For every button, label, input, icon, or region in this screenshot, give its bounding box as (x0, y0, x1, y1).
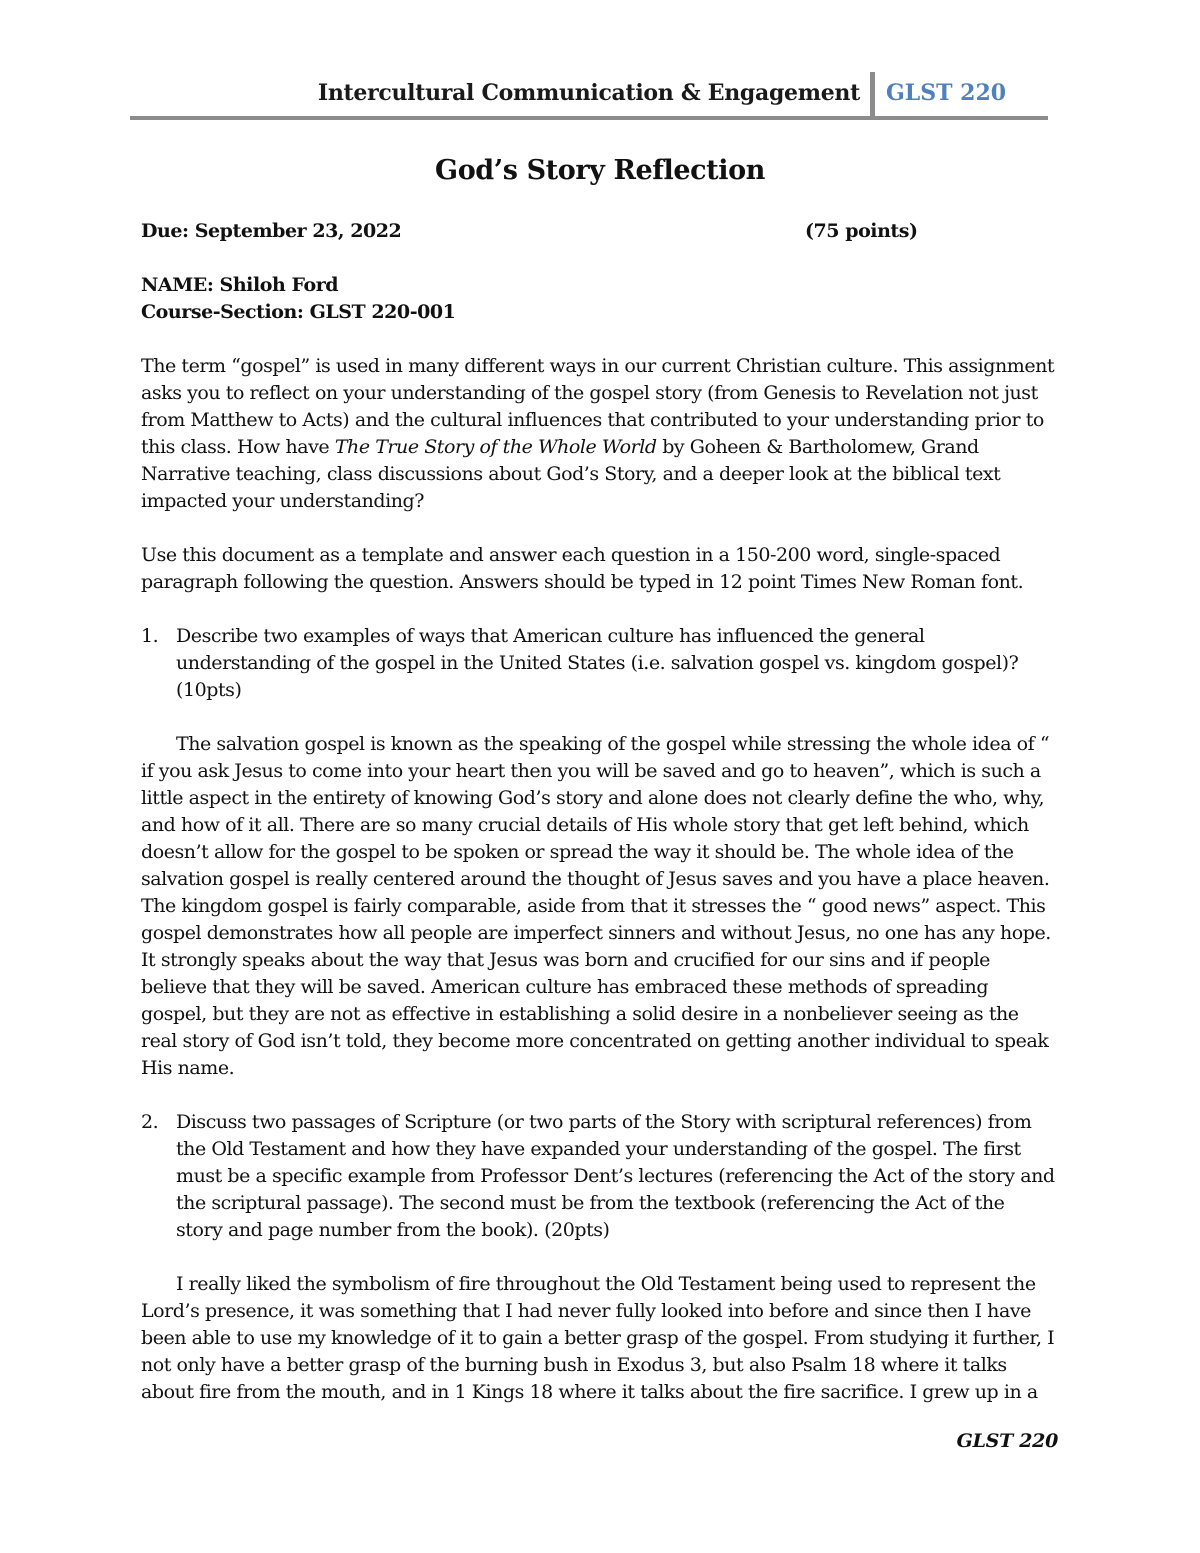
spacer (141, 1082, 1056, 1109)
question-2 (141, 1109, 1056, 1244)
question-number: 2. (141, 1111, 159, 1133)
spacer (141, 596, 1056, 623)
book-title: The True Story of the Whole World (334, 436, 657, 458)
header-course-code: GLST 220 (886, 80, 1007, 106)
document-body (141, 218, 1056, 1406)
spacer (141, 326, 1056, 353)
question-1 (141, 623, 1056, 704)
answer-1: The salvation gospel is known as the speaking of the gospel while stressing the whole idea of “ if you ask Jesus to come into your heart then you will be saved and go to heaven”, which is such a little aspect in the entirety of knowing God’s story and alone does not clearly define the who, why, and how of it all. There are so many crucial details of His whole story that get left behind, which doesn’t allow for the gospel to be spoken or spread the way it should be. The whole idea of the salvation gospel is really centered around the thought of Jesus saves and you have a place heaven. The kingdom gospel is fairly comparable, aside from that it stresses the “ good news” aspect. This gospel demonstrates how all people are imperfect sinners and without Jesus, no one has any hope. It strongly speaks about the way that Jesus was born and crucified for our sins and if people believe that they will be saved. American culture has embraced these methods of spreading gospel, but they are not as effective in establishing a solid desire in a nonbeliever seeing as the real story of God isn’t told, they become more concentrated on getting another individual to speak His name. (141, 733, 1051, 1079)
points-total: (75 points) (805, 220, 918, 242)
intro-text-part2: by Goheen & Bartholomew, Grand Narrative teaching, class discussions about God’s Story, and a deeper look at the biblical text impacted your understanding? (141, 436, 1001, 512)
intro-paragraph (141, 353, 1056, 515)
header-divider (870, 72, 875, 118)
answer-2: I really liked the symbolism of fire throughout the Old Testament being used to represent the Lord’s presence, it was something that I had never fully looked into before and since then I have been able to use my knowledge of it to gain a better grasp of the gospel. From studying it further, I not only have a better grasp of the burning bush in Exodus 3, but also Psalm 18 where it talks about fire from the mouth, and in 1 Kings 18 where it talks about the fire sacrifice. I grew up in a (141, 1273, 1055, 1403)
document-title: God’s Story Reflection (435, 155, 765, 186)
question-text: Describe two examples of ways that American culture has influenced the general understanding of the gospel in the United States (i.e. salvation gospel vs. kingdom gospel)? (10pts) (176, 625, 1019, 701)
intro-text-part1: The term “gospel” is used in many different ways in our current Christian culture. This assignment asks you to reflect on your understanding of the gospel story (from Genesis to Revelation not just from Matthew to Acts) and the cultural influences that contributed to your understanding prior to this class. How have (141, 355, 1055, 458)
spacer (141, 1244, 1056, 1271)
student-name: NAME: Shiloh Ford (141, 274, 339, 296)
header-rule (130, 116, 1048, 120)
page-footer: GLST 220 (956, 1430, 1058, 1452)
spacer (141, 245, 1056, 272)
header-course-name: Intercultural Communication & Engagement (317, 80, 860, 106)
instructions-paragraph: Use this document as a template and answer each question in a 150-200 word, single-spaced paragraph following the question. Answers should be typed in 12 point Times New Roman font. (141, 544, 1024, 593)
due-date: Due: September 23, 2022 (141, 220, 402, 242)
due-row (141, 218, 1056, 245)
spacer (141, 704, 1056, 731)
page-header (130, 72, 1048, 122)
spacer (141, 515, 1056, 542)
question-text: Discuss two passages of Scripture (or two parts of the Story with scriptural references) from the Old Testament and how they have expanded your understanding of the gospel. The first must be a specific example from Professor Dent’s lectures (referencing the Act of the story and the scriptural passage). The second must be from the textbook (referencing the Act of the story and page number from the book). (20pts) (176, 1111, 1055, 1241)
question-number: 1. (141, 625, 159, 647)
course-section: Course-Section: GLST 220-001 (141, 301, 456, 323)
